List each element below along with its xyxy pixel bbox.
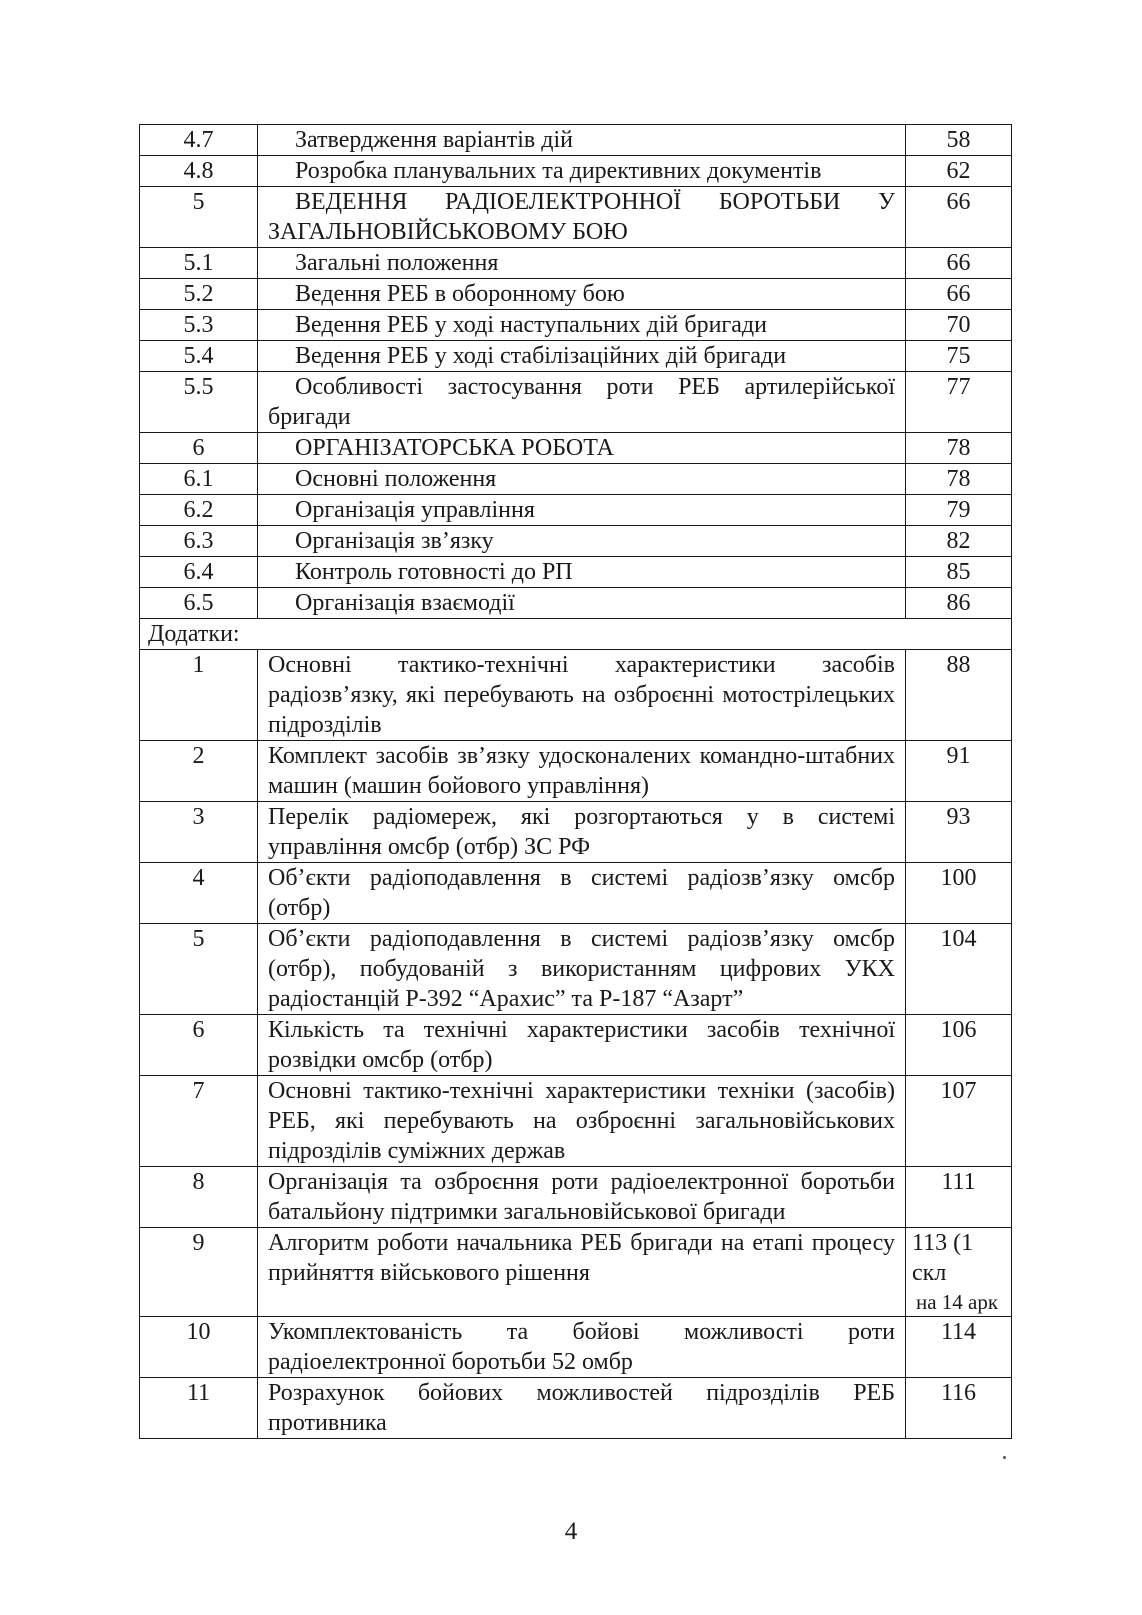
appendix-row-number: 11	[140, 1378, 258, 1439]
appendix-row	[140, 1015, 1012, 1076]
appendix-row-title: Основні тактико-технічні характеристики техніки (засобів) РЕБ, які перебувають на озброєнні загальновійськових підрозділів суміжних держав	[258, 1076, 906, 1167]
toc-row	[140, 588, 1012, 619]
appendix-row-number: 2	[140, 741, 258, 802]
appendix-page-line2: на 14 арк	[916, 1290, 999, 1314]
appendix-row-title: Об’єкти радіоподавлення в системі радіозв’язку омсбр (отбр)	[258, 863, 906, 924]
toc-row-number: 6.1	[140, 464, 258, 495]
appendix-row-page: 107	[906, 1076, 1012, 1167]
toc-row-page: 58	[906, 125, 1012, 156]
toc-row-page: 70	[906, 310, 1012, 341]
toc-row-title: Організація взаємодії	[258, 588, 906, 619]
toc-row-title: Основні положення	[258, 464, 906, 495]
toc-row-page: 75	[906, 341, 1012, 372]
toc-row	[140, 433, 1012, 464]
appendix-row-title: Об’єкти радіоподавлення в системі радіозв’язку омсбр (отбр), побудованій з використанням цифрових УКХ радіостанцій Р-392 “Арахис” та Р-187 “Азарт”	[258, 924, 906, 1015]
toc-row-page: 66	[906, 187, 1012, 248]
toc-row	[140, 248, 1012, 279]
toc-row	[140, 464, 1012, 495]
toc-row-number: 6	[140, 433, 258, 464]
toc-row-number: 5.3	[140, 310, 258, 341]
appendix-row-title: Розрахунок бойових можливостей підрозділів РЕБ противника	[258, 1378, 906, 1439]
toc-row-number: 6.3	[140, 526, 258, 557]
appendix-row-title: Основні тактико-технічні характеристики засобів радіозв’язку, які перебувають на озброєнні мотострілецьких підрозділів	[258, 650, 906, 741]
appendix-row-page: 104	[906, 924, 1012, 1015]
appendix-row-page: 100	[906, 863, 1012, 924]
stray-dot-mark	[1003, 1456, 1006, 1459]
toc-row-title: Організація управління	[258, 495, 906, 526]
toc-row	[140, 341, 1012, 372]
toc-row-title: Контроль готовності до РП	[258, 557, 906, 588]
appendix-row-page	[906, 1228, 1012, 1317]
appendix-row-number: 5	[140, 924, 258, 1015]
page-number: 4	[564, 1518, 578, 1545]
appendix-row	[140, 1076, 1012, 1167]
appendix-row-page: 116	[906, 1378, 1012, 1439]
appendix-row-page: 111	[906, 1167, 1012, 1228]
appendix-row-number: 8	[140, 1167, 258, 1228]
toc-row-number: 5.5	[140, 372, 258, 433]
appendix-row-number: 7	[140, 1076, 258, 1167]
appendix-row	[140, 1317, 1012, 1378]
toc-row	[140, 310, 1012, 341]
toc-row-title: ВЕДЕННЯ РАДІОЕЛЕКТРОННОЇ БОРОТЬБИ У ЗАГАЛЬНОВІЙСЬКОВОМУ БОЮ	[258, 187, 906, 248]
toc-row	[140, 372, 1012, 433]
toc-row-page: 78	[906, 464, 1012, 495]
appendix-row-number: 6	[140, 1015, 258, 1076]
toc-row-title: Ведення РЕБ у ході наступальних дій бригади	[258, 310, 906, 341]
table-of-contents	[139, 124, 1012, 1439]
toc-row-title: Ведення РЕБ в оборонному бою	[258, 279, 906, 310]
appendix-row-page: 106	[906, 1015, 1012, 1076]
toc-row-title: Ведення РЕБ у ході стабілізаційних дій бригади	[258, 341, 906, 372]
toc-row	[140, 279, 1012, 310]
toc-row-title: Організація зв’язку	[258, 526, 906, 557]
appendix-row	[140, 924, 1012, 1015]
appendix-row	[140, 1228, 1012, 1317]
appendix-row	[140, 863, 1012, 924]
toc-row	[140, 526, 1012, 557]
appendix-row	[140, 741, 1012, 802]
appendix-row-title: Перелік радіомереж, які розгортаються у в системі управління омсбр (отбр) ЗС РФ	[258, 802, 906, 863]
appendix-row	[140, 1167, 1012, 1228]
appendix-row-title: Кількість та технічні характеристики засобів технічної розвідки омсбр (отбр)	[258, 1015, 906, 1076]
toc-row-page: 85	[906, 557, 1012, 588]
toc-row-page: 86	[906, 588, 1012, 619]
appendix-header-row	[140, 619, 1012, 650]
appendix-row-title: Алгоритм роботи начальника РЕБ бригади на етапі процесу прийняття військового рішення	[258, 1228, 906, 1317]
toc-row-number: 5	[140, 187, 258, 248]
toc-row-title: Загальні положення	[258, 248, 906, 279]
appendix-row-page: 93	[906, 802, 1012, 863]
appendix-row-number: 1	[140, 650, 258, 741]
toc-row-page: 82	[906, 526, 1012, 557]
toc-row-title: ОРГАНІЗАТОРСЬКА РОБОТА	[258, 433, 906, 464]
appendix-row-number: 10	[140, 1317, 258, 1378]
toc-row-number: 5.2	[140, 279, 258, 310]
appendix-row-number: 3	[140, 802, 258, 863]
toc-row	[140, 495, 1012, 526]
appendix-row	[140, 1378, 1012, 1439]
toc-row-page: 66	[906, 279, 1012, 310]
toc-row	[140, 557, 1012, 588]
appendix-row-title: Укомплектованість та бойові можливості роти радіоелектронної боротьби 52 омбр	[258, 1317, 906, 1378]
toc-row	[140, 125, 1012, 156]
toc-row-title: Затвердження варіантів дій	[258, 125, 906, 156]
toc-row-page: 78	[906, 433, 1012, 464]
toc-row-page: 66	[906, 248, 1012, 279]
toc-row-page: 77	[906, 372, 1012, 433]
toc-row-title: Особливості застосування роти РЕБ артилерійської бригади	[258, 372, 906, 433]
appendix-row-page: 114	[906, 1317, 1012, 1378]
toc-row-number: 4.7	[140, 125, 258, 156]
appendix-label: Додатки:	[140, 619, 1012, 650]
toc-row-number: 6.5	[140, 588, 258, 619]
toc-row-title: Розробка планувальних та директивних документів	[258, 156, 906, 187]
appendix-row-title: Комплект засобів зв’язку удосконалених командно-штабних машин (машин бойового управління)	[258, 741, 906, 802]
toc-row-number: 5.1	[140, 248, 258, 279]
toc-body	[140, 125, 1012, 1439]
toc-row	[140, 156, 1012, 187]
appendix-row	[140, 650, 1012, 741]
appendix-row-page: 91	[906, 741, 1012, 802]
appendix-row-page: 88	[906, 650, 1012, 741]
appendix-page-line1: 113 (1 скл	[912, 1230, 974, 1286]
toc-row	[140, 187, 1012, 248]
toc-row-page: 79	[906, 495, 1012, 526]
toc-row-number: 6.4	[140, 557, 258, 588]
toc-row-page: 62	[906, 156, 1012, 187]
appendix-row-number: 4	[140, 863, 258, 924]
appendix-row-number: 9	[140, 1228, 258, 1317]
toc-row-number: 4.8	[140, 156, 258, 187]
toc-row-number: 6.2	[140, 495, 258, 526]
appendix-row	[140, 802, 1012, 863]
toc-row-number: 5.4	[140, 341, 258, 372]
appendix-row-title: Організація та озброєння роти радіоелектронної боротьби батальйону підтримки загальновійськової бригади	[258, 1167, 906, 1228]
